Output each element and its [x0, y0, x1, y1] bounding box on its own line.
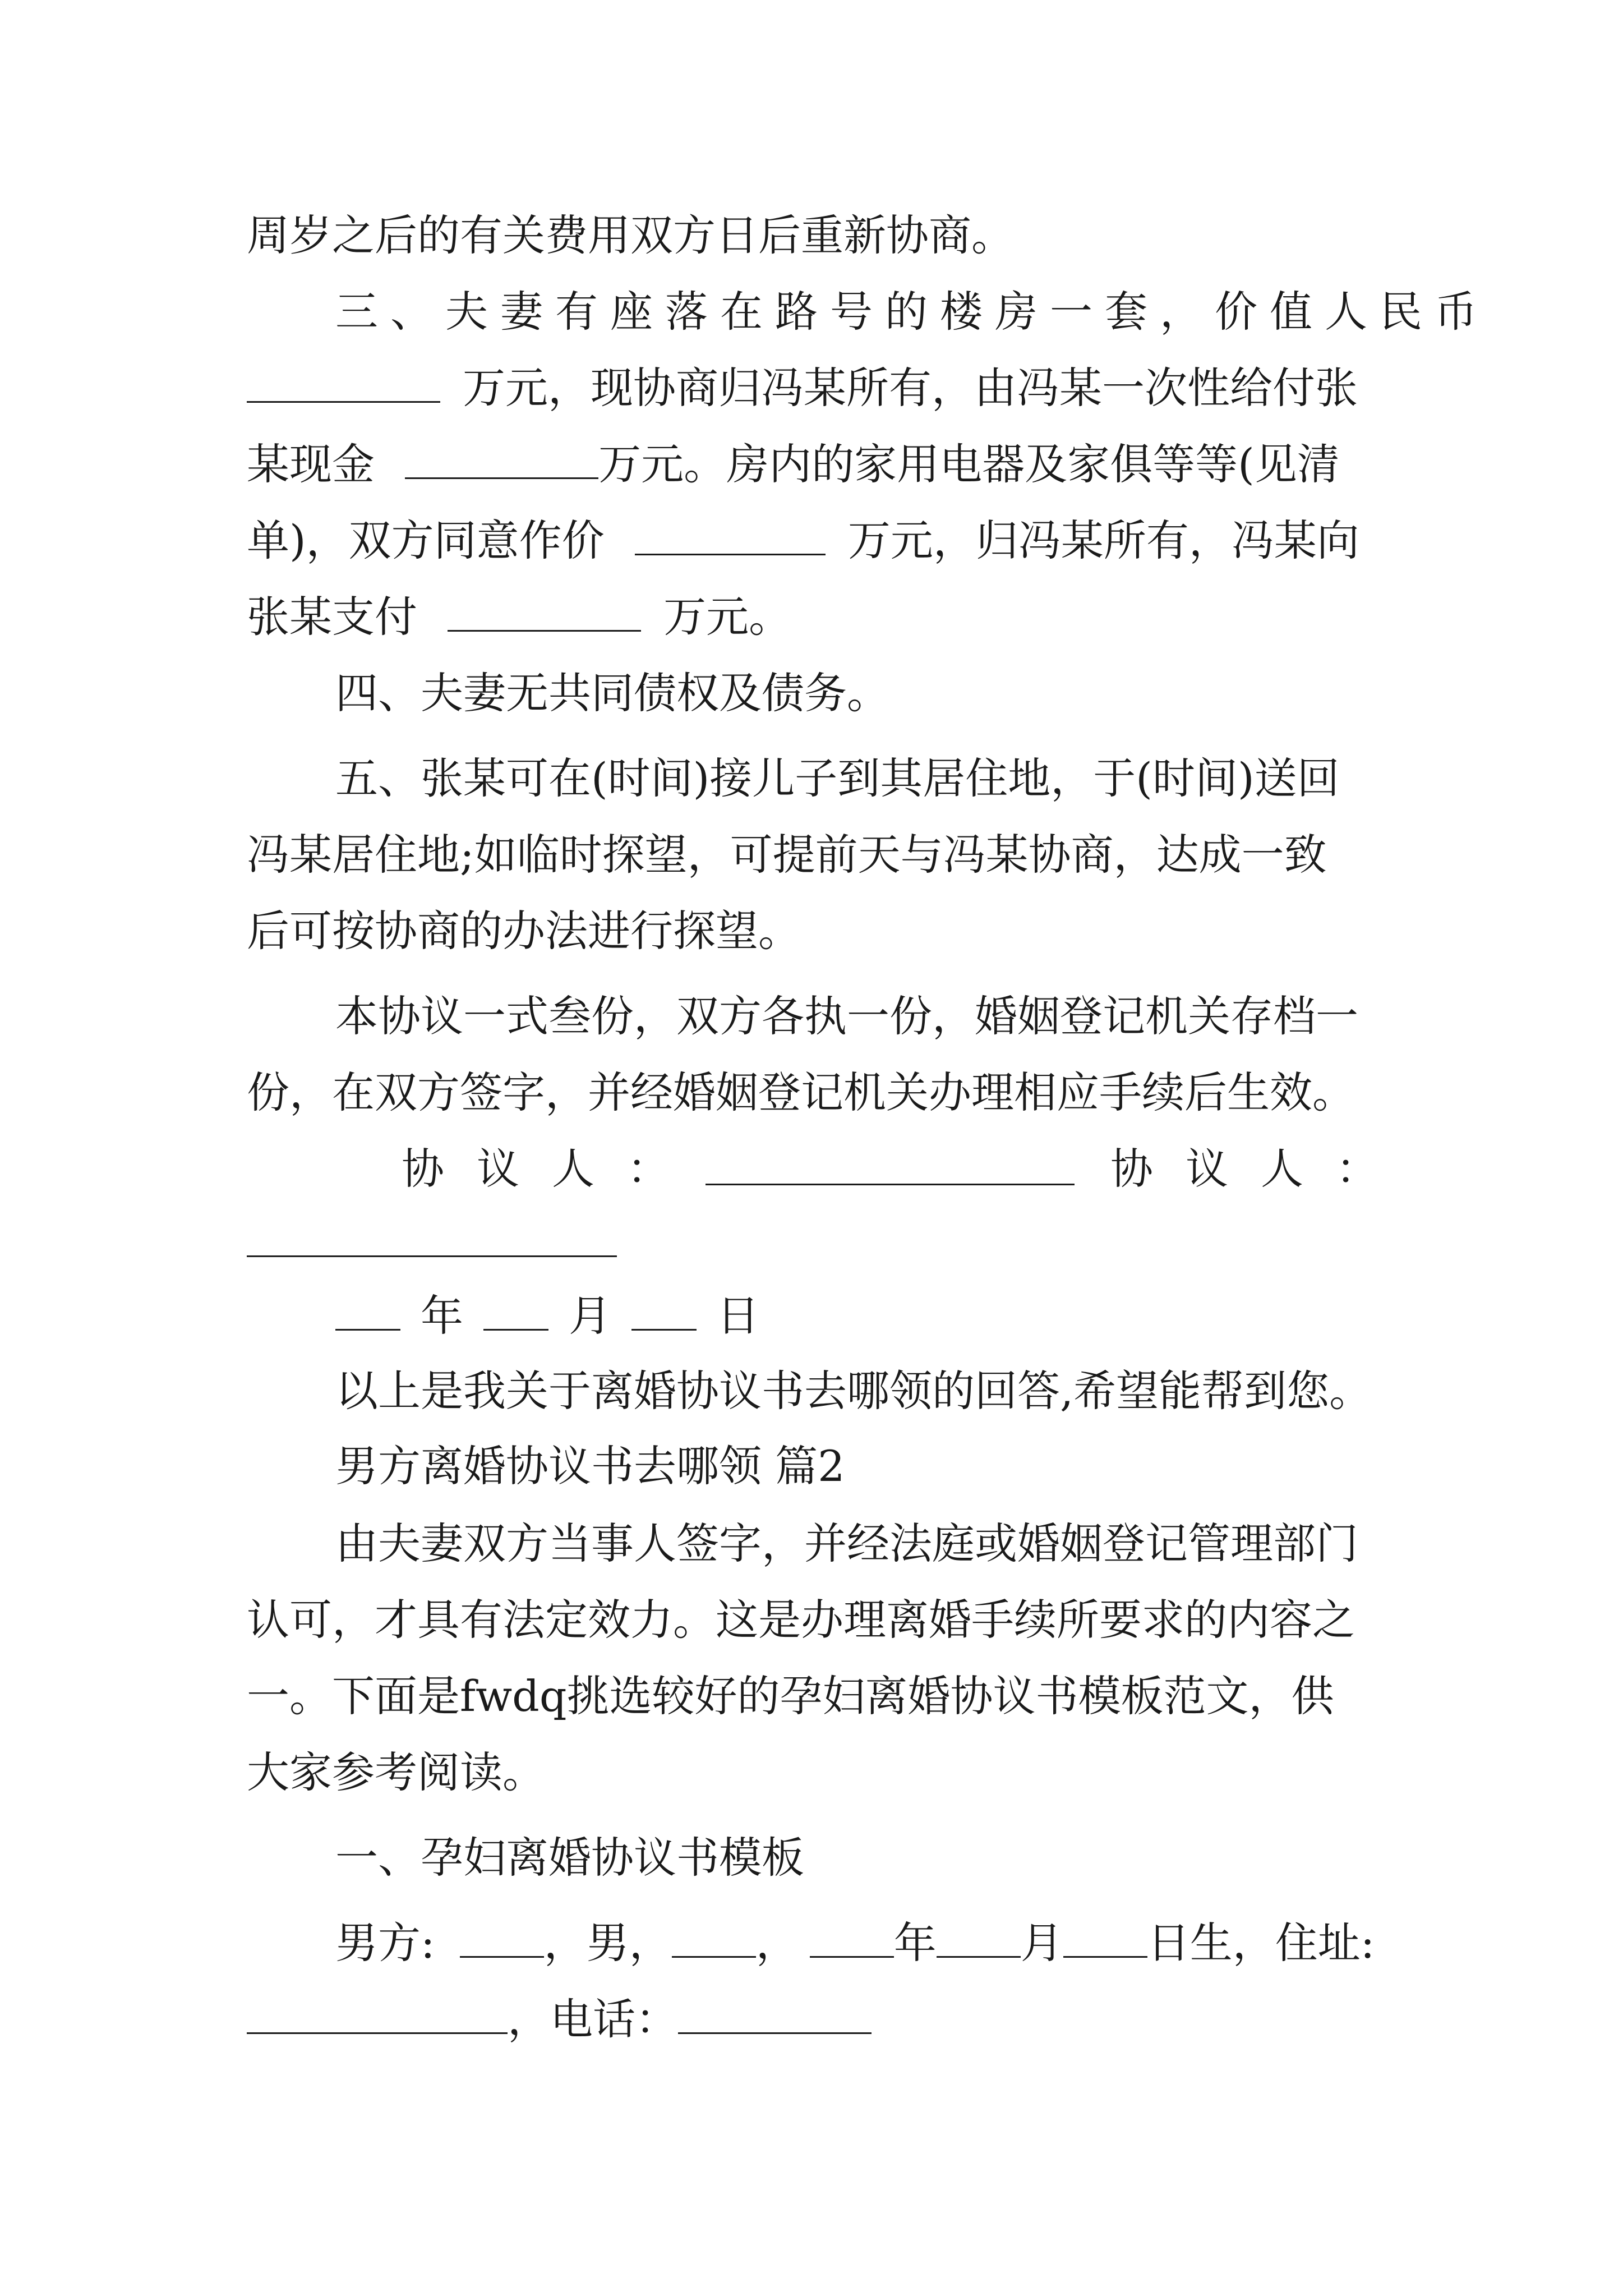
- text: 一、孕妇离婚协议书模板: [335, 1833, 804, 1883]
- signature-row-continued: [247, 1214, 1391, 1268]
- text: 本协议一式叁份，双方各执一份，婚姻登记机关存档一: [335, 991, 1358, 1041]
- paragraph-line: [247, 1669, 1391, 1723]
- paragraph-line: [335, 1916, 1479, 1970]
- text: 一。下面是fwdq挑选较好的孕妇离婚协议书模板范文，供: [247, 1671, 1334, 1721]
- day-blank: [631, 1290, 697, 1331]
- text: 份，在双方签字，并经婚姻登记机关办理相应手续后生效。: [247, 1068, 1355, 1117]
- blank-line: [405, 438, 598, 479]
- paragraph-line: [247, 361, 1391, 415]
- subsection-heading: [335, 1831, 1479, 1885]
- month-label: 月: [569, 1291, 611, 1341]
- text: 万元。房内的家用电器及家俱等等(见清: [598, 439, 1340, 489]
- text: 万元，归冯某所有，冯某向: [847, 516, 1359, 565]
- text: 男方:: [335, 1918, 435, 1968]
- signature-blank-2: [247, 1255, 617, 1257]
- text: 冯某居住地;如临时探望，可提前天与冯某协商，达成一致: [247, 830, 1327, 880]
- paragraph-line: [335, 1364, 1479, 1418]
- signature-row: [247, 1142, 1411, 1196]
- text: 张某支付: [247, 592, 417, 642]
- text: 某现金: [247, 439, 375, 489]
- text: 年: [893, 1918, 937, 1968]
- text: 万元，现协商归冯某所有，由冯某一次性给付张: [463, 363, 1358, 413]
- date-row: [335, 1289, 759, 1343]
- blank-line: [247, 362, 440, 403]
- paragraph-line: [247, 904, 1391, 958]
- text: 认可，才具有法定效力。这是办理离婚手续所要求的内容之: [247, 1595, 1355, 1645]
- section-heading: [335, 1439, 1479, 1493]
- text: 由夫妻双方当事人签字，并经法庭或婚姻登记管理部门: [335, 1519, 1358, 1568]
- text: 男方离婚协议书去哪领 篇2: [335, 1441, 845, 1491]
- year-blank: [810, 1917, 894, 1958]
- text: 日生，住址:: [1147, 1918, 1375, 1968]
- paragraph-line: [335, 990, 1479, 1043]
- text: 三、夫妻有座落在路号的楼房一套，价值人民币: [335, 287, 1490, 337]
- paragraph-line: [247, 514, 1391, 568]
- paragraph-line: [247, 1593, 1391, 1647]
- text: 月: [1020, 1918, 1063, 1968]
- text: ，男，: [543, 1918, 672, 1968]
- text: 万元。: [663, 592, 792, 642]
- text: 后可按协商的办法进行探望。: [247, 906, 801, 956]
- blank-line: [448, 591, 641, 632]
- text: ，电话：: [508, 1994, 678, 2044]
- signature-blank-1: [706, 1184, 1075, 1185]
- blank-line: [635, 514, 826, 555]
- text: 五、张某可在(时间)接儿子到其居住地，于(时间)送回: [335, 753, 1340, 803]
- signatory-label-2: 协议人：: [1110, 1144, 1411, 1194]
- address-blank: [247, 1993, 508, 2034]
- paragraph-line: [247, 590, 1391, 644]
- month-blank: [937, 1917, 1021, 1958]
- paragraph-line: [247, 209, 1391, 263]
- paragraph-line: [247, 1993, 1391, 2046]
- day-label: 日: [717, 1291, 759, 1341]
- name-blank: [460, 1917, 544, 1958]
- day-blank: [1063, 1917, 1147, 1958]
- text: 四、夫妻无共同债权及债务。: [335, 668, 889, 718]
- paragraph-line: [335, 666, 1479, 720]
- paragraph-line: [247, 828, 1391, 882]
- paragraph-line: [247, 1066, 1391, 1120]
- text: ，: [755, 1918, 799, 1968]
- ethnicity-blank: [672, 1917, 756, 1958]
- paragraph-line: [335, 285, 1490, 339]
- text: 周岁之后的有关费用双方日后重新协商。: [247, 210, 1014, 260]
- paragraph-line: [247, 438, 1391, 491]
- year-label: 年: [421, 1291, 463, 1341]
- phone-blank: [678, 1993, 872, 2034]
- text: 以上是我关于离婚协议书去哪领的回答,希望能帮到您。: [335, 1366, 1372, 1416]
- text: 大家参考阅读。: [247, 1747, 545, 1797]
- paragraph-line: [335, 1517, 1479, 1571]
- month-blank: [483, 1290, 548, 1331]
- year-blank: [335, 1290, 400, 1331]
- text: 单)，双方同意作价: [247, 516, 605, 565]
- paragraph-line: [335, 752, 1479, 806]
- signatory-label-1: 协议人：: [402, 1144, 702, 1194]
- paragraph-line: [247, 1746, 1391, 1800]
